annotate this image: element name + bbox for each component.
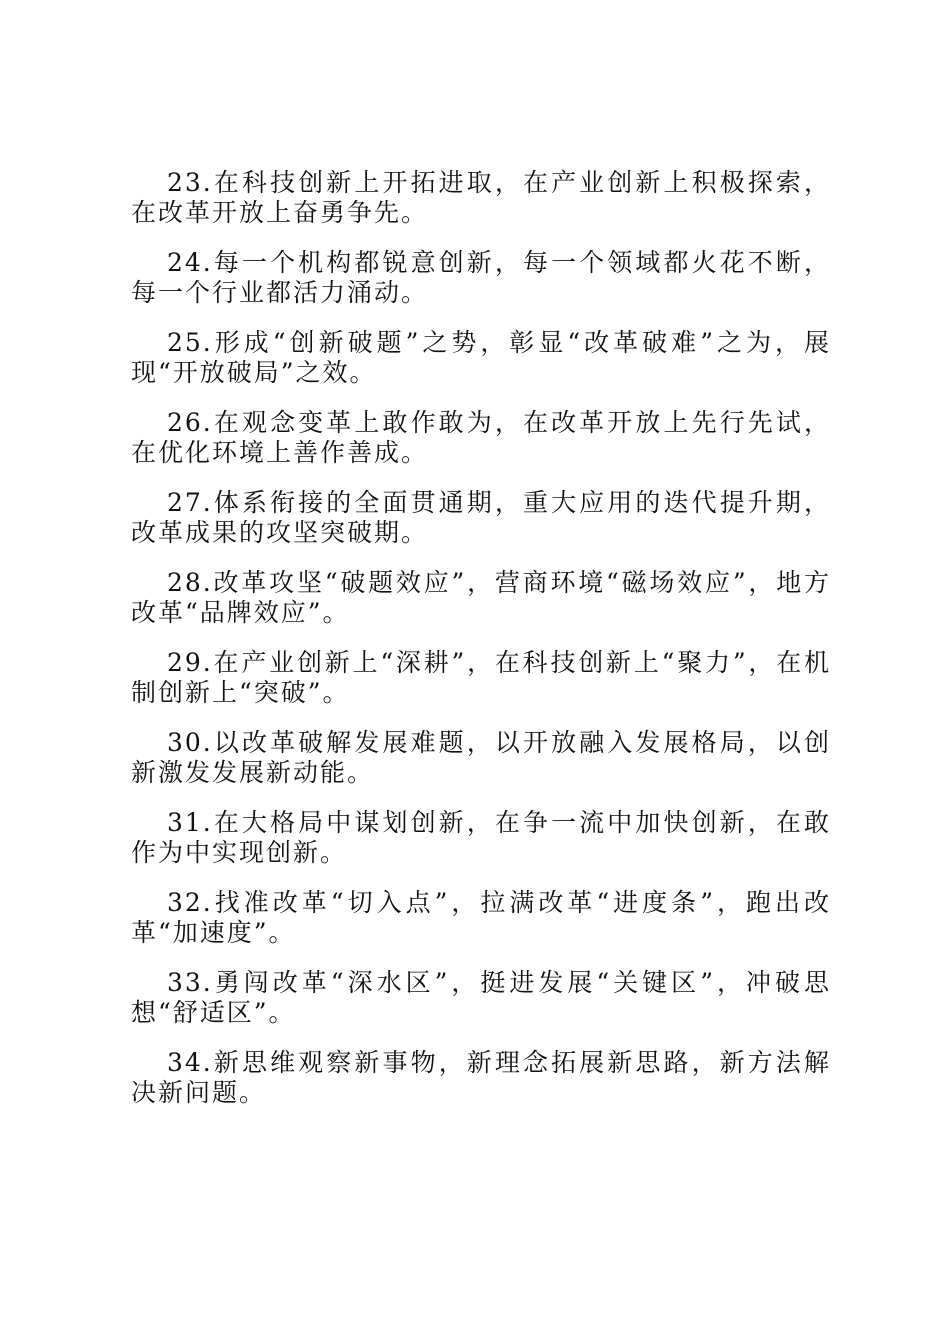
document-body (131, 168, 831, 1128)
paragraph-25: 25.形成“创新破题”之势，彰显“改革破难”之为，展现“开放破局”之效。 (131, 328, 831, 387)
paragraph-28: 28.改革攻坚“破题效应”，营商环境“磁场效应”，地方改革“品牌效应”。 (131, 568, 831, 627)
paragraph-23: 23.在科技创新上开拓进取，在产业创新上积极探索，在改革开放上奋勇争先。 (131, 168, 831, 227)
paragraph-29: 29.在产业创新上“深耕”，在科技创新上“聚力”，在机制创新上“突破”。 (131, 648, 831, 707)
paragraph-34: 34.新思维观察新事物，新理念拓展新思路，新方法解决新问题。 (131, 1048, 831, 1107)
paragraph-26: 26.在观念变革上敢作敢为，在改革开放上先行先试，在优化环境上善作善成。 (131, 408, 831, 467)
paragraph-31: 31.在大格局中谋划创新，在争一流中加快创新，在敢作为中实现创新。 (131, 808, 831, 867)
paragraph-27: 27.体系衔接的全面贯通期，重大应用的迭代提升期，改革成果的攻坚突破期。 (131, 488, 831, 547)
paragraph-30: 30.以改革破解发展难题，以开放融入发展格局，以创新激发发展新动能。 (131, 728, 831, 787)
paragraph-33: 33.勇闯改革“深水区”，挺进发展“关键区”，冲破思想“舒适区”。 (131, 968, 831, 1027)
paragraph-24: 24.每一个机构都锐意创新，每一个领域都火花不断，每一个行业都活力涌动。 (131, 248, 831, 307)
paragraph-32: 32.找准改革“切入点”，拉满改革“进度条”，跑出改革“加速度”。 (131, 888, 831, 947)
